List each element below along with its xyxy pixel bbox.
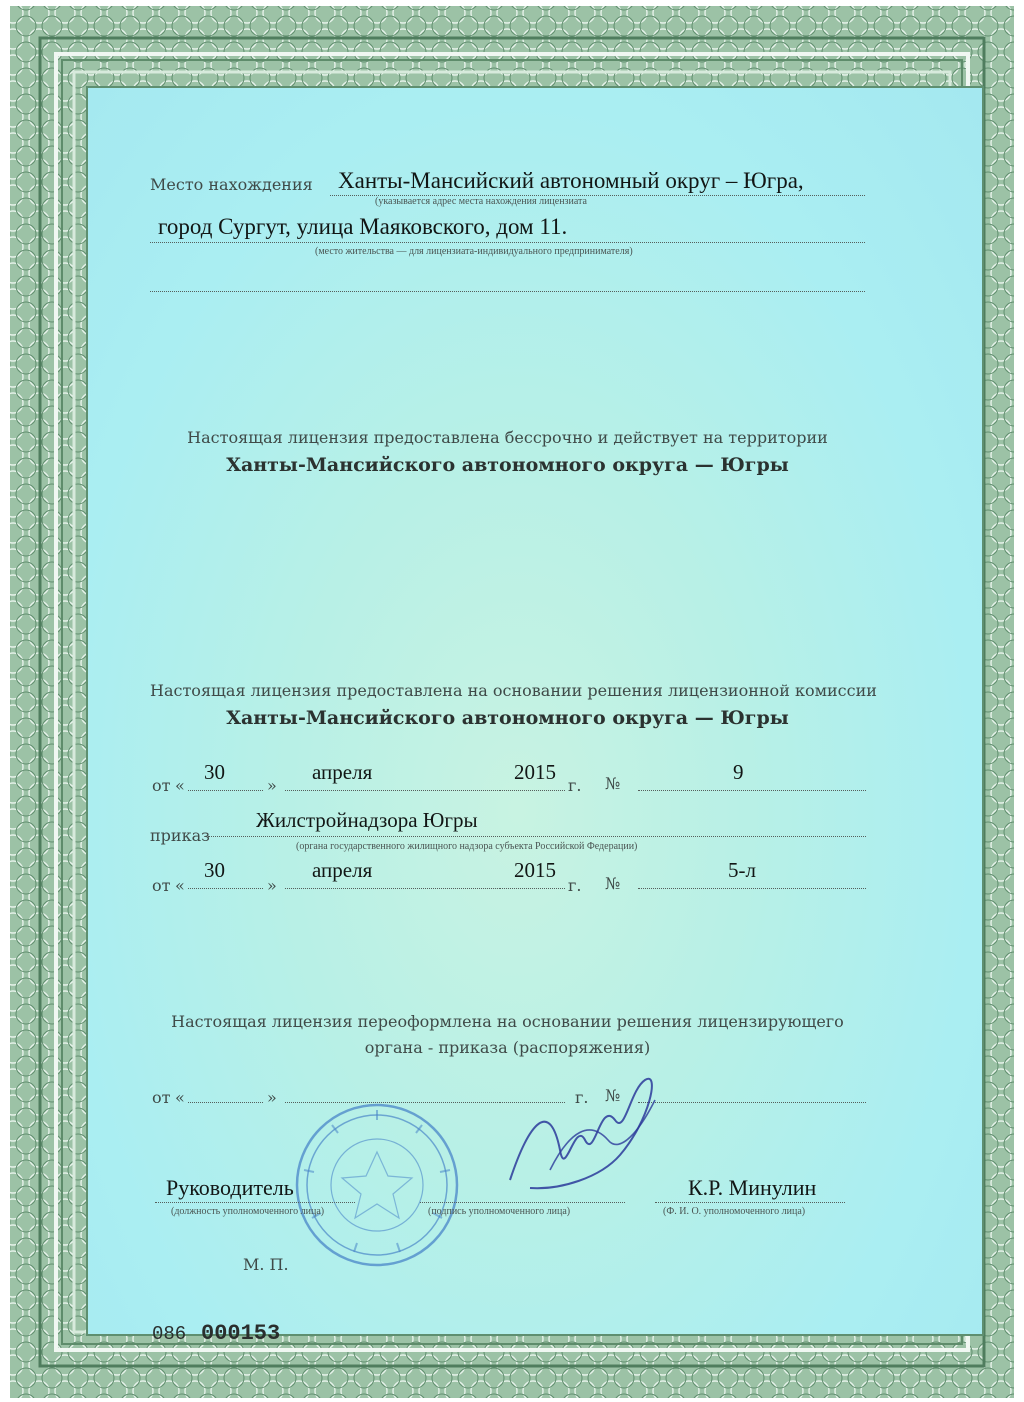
reissue-year-suffix: г. xyxy=(575,1088,589,1107)
territory-region: Ханты-Мансийского автономного округа — Югры xyxy=(226,454,789,476)
order-year: 2015 xyxy=(514,858,556,882)
commission-region: Ханты-Мансийского автономного округа — Югры xyxy=(226,707,789,729)
commission-month-line xyxy=(285,790,500,791)
order-month-line xyxy=(285,888,500,889)
commission-number-line xyxy=(638,790,866,791)
reissue-number-line xyxy=(638,1102,866,1103)
reissue-day-line xyxy=(188,1102,263,1103)
signatory-name: К.Р. Минулин xyxy=(688,1175,817,1200)
commission-number-label: № xyxy=(605,774,621,793)
order-number-label: № xyxy=(605,874,621,893)
position-line xyxy=(155,1202,355,1203)
reissue-text-line-2: органа - приказа (распоряжения) xyxy=(364,1038,651,1057)
signatory-name-caption: (Ф. И. О. уполномоченного лица) xyxy=(663,1206,806,1217)
handwritten-signature-icon xyxy=(490,1060,670,1210)
order-line xyxy=(208,836,866,837)
order-label: приказ xyxy=(150,826,210,845)
commission-year-line xyxy=(500,790,565,791)
order-from-label: от xyxy=(152,876,171,895)
order-quote-open: « xyxy=(175,876,185,895)
signatory-position: Руководитель xyxy=(166,1175,294,1200)
stamp-place-label: М. П. xyxy=(243,1255,289,1274)
address-value-line-1: Ханты-Мансийский автономный округ – Югра, xyxy=(338,168,804,193)
signatory-position-caption: (должность уполномоченного лица) xyxy=(171,1206,325,1217)
order-number: 5-л xyxy=(728,858,756,882)
commission-from-label: от xyxy=(152,776,171,795)
address-line-3 xyxy=(150,291,865,292)
territory-text: Настоящая лицензия предоставлена бессрочно и действует на территории xyxy=(187,428,828,447)
commission-day-line xyxy=(188,790,263,791)
order-caption: (органа государственного жилищного надзора субъекта Российской Федерации) xyxy=(296,841,638,852)
form-number: 000153 xyxy=(201,1321,281,1346)
commission-text: Настоящая лицензия предоставлена на основании решения лицензионной комиссии xyxy=(150,681,877,700)
signature-caption: (подпись уполномоченного лица) xyxy=(428,1206,571,1217)
name-line xyxy=(655,1202,845,1203)
form-series: 086 xyxy=(152,1323,187,1345)
order-number-line xyxy=(638,888,866,889)
commission-quote-open: « xyxy=(175,776,185,795)
commission-quote-close: » xyxy=(267,776,277,795)
reissue-from-label: от xyxy=(152,1088,171,1107)
order-month: апреля xyxy=(312,858,373,882)
reissue-quote-close: » xyxy=(267,1088,277,1107)
order-authority: Жилстройнадзора Югры xyxy=(256,808,478,832)
order-day: 30 xyxy=(204,858,225,882)
address-caption-2: (место жительства — для лицензиата-индивидуального предпринимателя) xyxy=(315,246,633,257)
order-year-line xyxy=(500,888,565,889)
official-seal-icon xyxy=(292,1100,462,1270)
commission-year-suffix: г. xyxy=(568,776,582,795)
reissue-number-label: № xyxy=(605,1086,621,1105)
commission-number: 9 xyxy=(733,760,744,784)
address-label: Место нахождения xyxy=(150,175,313,194)
signature-line xyxy=(420,1202,625,1203)
reissue-quote-open: « xyxy=(175,1088,185,1107)
order-day-line xyxy=(188,888,263,889)
address-line-2 xyxy=(150,242,865,243)
address-caption-1: (указывается адрес места нахождения лицензиата xyxy=(375,196,587,207)
commission-month: апреля xyxy=(312,760,373,784)
order-year-suffix: г. xyxy=(568,876,582,895)
reissue-text-line-1: Настоящая лицензия переоформлена на основании решения лицензирующего xyxy=(171,1012,844,1031)
address-value-line-2: город Сургут, улица Маяковского, дом 11. xyxy=(158,214,568,239)
commission-day: 30 xyxy=(204,760,225,784)
order-quote-close: » xyxy=(267,876,277,895)
commission-year: 2015 xyxy=(514,760,556,784)
